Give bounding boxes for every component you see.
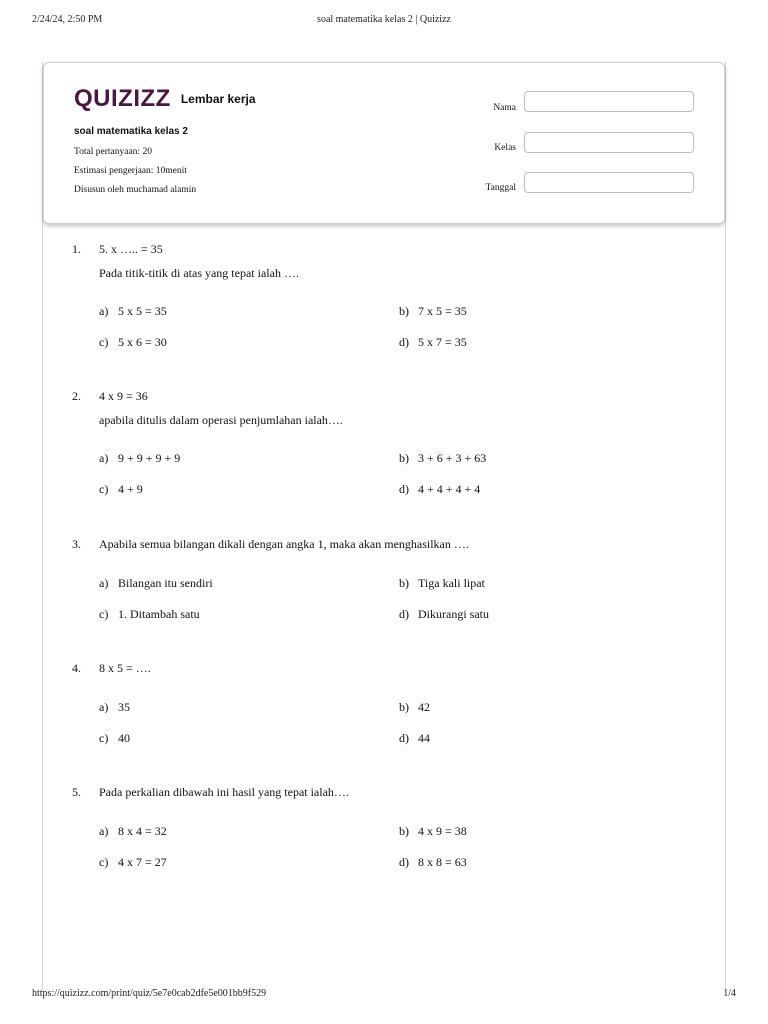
question-number: 5.: [72, 785, 81, 799]
option-letter: d): [399, 731, 409, 745]
question-number: 4.: [72, 661, 81, 675]
print-page-title: soal matematika kelas 2 | Quizizz: [317, 14, 451, 25]
total-questions: Total pertanyaan: 20: [74, 147, 152, 157]
option-b: [399, 451, 486, 466]
print-footer: [32, 988, 736, 1004]
option-text: 9 + 9 + 9 + 9: [118, 451, 181, 465]
option-text: 7 x 5 = 35: [418, 304, 467, 318]
option-text: 8 x 8 = 63: [418, 855, 467, 869]
option-c: [99, 607, 200, 622]
quizizz-logo: QUIZIZZ: [74, 85, 171, 112]
option-letter: b): [399, 700, 409, 714]
option-letter: c): [99, 731, 109, 745]
option-letter: a): [99, 576, 109, 590]
option-a: [99, 576, 213, 591]
option-letter: d): [399, 607, 409, 621]
option-text: 4 + 4 + 4 + 4: [418, 482, 481, 496]
question-stem: 4 x 9 = 36: [99, 389, 148, 403]
option-b: [399, 576, 485, 591]
option-letter: c): [99, 607, 109, 621]
option-a: [99, 304, 167, 319]
option-letter: a): [99, 304, 109, 318]
option-letter: a): [99, 700, 109, 714]
option-letter: d): [399, 855, 409, 869]
date-label: Tanggal: [485, 183, 516, 193]
option-text: 5 x 6 = 30: [118, 335, 167, 349]
option-text: 4 x 9 = 38: [418, 824, 467, 838]
option-text: 4 + 9: [118, 482, 143, 496]
option-d: [399, 607, 489, 622]
time-estimate: Estimasi pengerjaan: 10menit: [74, 166, 187, 176]
question-stem: 8 x 5 = ….: [99, 661, 151, 675]
option-a: [99, 451, 180, 466]
question-stem-line2: apabila ditulis dalam operasi penjumlahan ialah….: [99, 413, 343, 427]
quiz-title: soal matematika kelas 2: [74, 126, 188, 137]
option-letter: b): [399, 824, 409, 838]
question-number: 2.: [72, 389, 81, 403]
option-text: 40: [118, 731, 130, 745]
option-d: [399, 731, 430, 746]
worksheet-header-card: [43, 62, 725, 224]
option-d: [399, 855, 467, 870]
option-text: 42: [418, 700, 430, 714]
question-stem-line2: Pada titik-titik di atas yang tepat ialah ….: [99, 266, 299, 280]
option-text: 3 + 6 + 3 + 63: [418, 451, 487, 465]
option-letter: a): [99, 824, 109, 838]
print-url: https://quizizz.com/print/quiz/5e7e0cab2dfe5e001bb9f529: [32, 988, 267, 999]
option-letter: c): [99, 482, 109, 496]
option-text: Tiga kali lipat: [418, 576, 485, 590]
option-c: [99, 855, 167, 870]
option-letter: c): [99, 335, 109, 349]
print-header: [32, 14, 736, 30]
date-field[interactable]: [524, 172, 694, 193]
question-stem: Pada perkalian dibawah ini hasil yang tepat ialah….: [99, 785, 349, 799]
doc-type-label: Lembar kerja: [180, 92, 256, 106]
option-text: 4 x 7 = 27: [118, 855, 167, 869]
class-field[interactable]: [524, 132, 694, 153]
option-text: Bilangan itu sendiri: [118, 576, 213, 590]
name-label: Nama: [493, 103, 516, 113]
option-letter: d): [399, 335, 409, 349]
option-text: 1. Ditambah satu: [118, 607, 200, 621]
page-number: 1/4: [723, 988, 736, 999]
option-a: [99, 824, 167, 839]
option-b: [399, 304, 467, 319]
option-letter: b): [399, 304, 409, 318]
option-c: [99, 335, 167, 350]
option-letter: d): [399, 482, 409, 496]
option-text: 35: [118, 700, 130, 714]
option-c: [99, 731, 130, 746]
option-text: 5 x 5 = 35: [118, 304, 167, 318]
class-label: Kelas: [494, 143, 516, 153]
option-b: [399, 700, 430, 715]
option-b: [399, 824, 467, 839]
worksheet-page: [42, 62, 726, 992]
logo-row: [74, 85, 256, 113]
question-stem: Apabila semua bilangan dikali dengan angka 1, maka akan menghasilkan ….: [99, 537, 469, 551]
option-c: [99, 482, 143, 497]
option-a: [99, 700, 130, 715]
option-d: [399, 482, 480, 497]
option-letter: a): [99, 451, 109, 465]
name-field[interactable]: [524, 91, 694, 112]
option-text: 44: [418, 731, 430, 745]
option-letter: b): [399, 451, 409, 465]
option-text: 8 x 4 = 32: [118, 824, 167, 838]
option-d: [399, 335, 467, 350]
question-stem: 5. x ….. = 35: [99, 242, 163, 256]
option-text: 5 x 7 = 35: [418, 335, 467, 349]
print-datetime: 2/24/24, 2:50 PM: [32, 14, 103, 25]
option-text: Dikurangi satu: [418, 607, 489, 621]
option-letter: c): [99, 855, 109, 869]
option-letter: b): [399, 576, 409, 590]
author-credit: Disusun oleh muchamad alamin: [74, 185, 197, 195]
question-number: 3.: [72, 537, 81, 551]
question-number: 1.: [72, 242, 81, 256]
